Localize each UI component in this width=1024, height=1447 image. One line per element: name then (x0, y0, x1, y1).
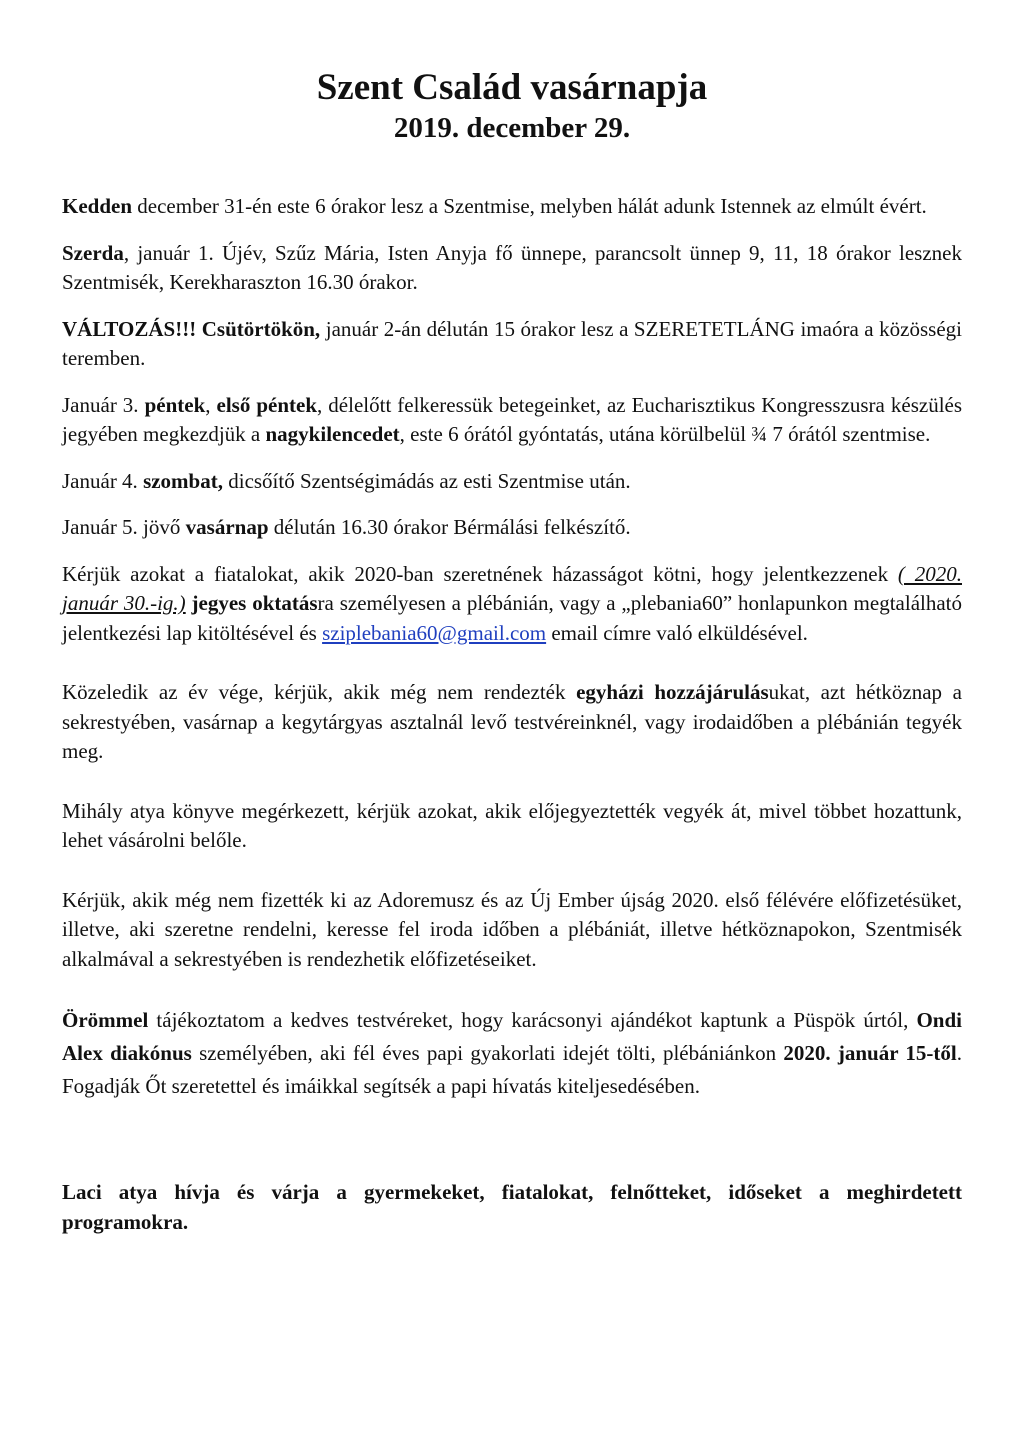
body-text: tájékoztatom a kedves testvéreket, hogy karácsonyi ajándékot kaptunk a Püspök úrtól, (148, 1008, 917, 1032)
body-text: Közeledik az év vége, kérjük, akik még nem rendezték (62, 680, 577, 704)
email-link[interactable]: sziplebania60@gmail.com (322, 620, 547, 645)
bold-text: vasárnap (185, 515, 269, 539)
bold-text: Ondi Alex diakónus (62, 1008, 962, 1065)
body-text: január 2-án délután 15 órakor lesz a SZERETETLÁNG imaóra a közösségi teremben. (62, 316, 962, 370)
bold-text: Szerda (62, 240, 124, 265)
body-text: . Fogadják Őt szeretettel és imáikkal segítsék a papi hívatás kiteljesedésében. (62, 1041, 962, 1098)
body-text: ra személyesen a plébánián, vagy a „plebania60” honlapunkon megtalálható jelentkezési lap kitöltésével és (62, 591, 963, 645)
body-text: Január 4. (62, 468, 144, 493)
paragraph-deacon-announcement (62, 1004, 962, 1103)
body-text: Január 3. (62, 392, 145, 417)
paragraph-saturday (62, 467, 962, 497)
paragraph-marriage-prep (62, 560, 962, 649)
bold-text: Kedden (62, 194, 133, 218)
bold-text: első péntek (216, 392, 318, 417)
bold-text: nagykilencedet (265, 422, 400, 446)
bold-text: Örömmel (62, 1008, 149, 1032)
body-text: Kérjük azokat a fiatalokat, akik 2020-ban szeretnének házasságot kötni, hogy jelentkezzenek (62, 561, 898, 586)
body-text: december 31-én este 6 órakor lesz a Szentmise, melyben hálát adunk Istennek az elmúlt évért. (132, 194, 927, 218)
bold-text: jegyes oktatás (191, 591, 318, 615)
body-text: Mihály atya könyve megérkezett, kérjük azokat, akik előjegyeztették vegyék át, mivel többet hozattunk, lehet vásárolni belőle. (62, 798, 962, 852)
paragraph-book-arrived (62, 797, 962, 856)
body-text: ukat, azt hétköznap a sekrestyében, vasárnap a kegytárgyas asztalnál levő testvéreinknél, vagy irodaidőben a plébánián tegyék meg. (62, 680, 962, 763)
bold-text: Laci atya hívja és várja a gyermekeket, fiatalokat, felnőtteket, időseket a meghirdetett programokra. (62, 1180, 962, 1234)
paragraph-first-friday (62, 391, 962, 450)
body-text: , (205, 392, 217, 417)
document-title: Szent Család vasárnapja (316, 67, 708, 108)
bold-text: péntek (144, 392, 206, 417)
bold-text: szombat, (143, 468, 223, 493)
bold-text: 2020. január 15-től (783, 1041, 957, 1065)
bold-text: VÁLTOZÁS!!! Csütörtökön, (62, 316, 321, 341)
deadline-text: ( 2020. január 30.-ig.) (62, 561, 962, 615)
body-text: Kérjük, akik még nem fizették ki az Adoremusz és az Új Ember újság 2020. első félévére előfizetésüket, illetve, aki szeretne rendelni, keresse fel iroda időben a plébániát, illetve hétköznapokon, Szentmisék alkalmával a sekrestyében is rendezhetik előfizetéseiket. (62, 887, 962, 971)
body-text: délután 16.30 órakor Bérmálási felkészítő. (268, 515, 631, 539)
paragraph-church-contribution (62, 678, 962, 767)
paragraph-new-year (62, 239, 962, 298)
paragraph-sunday (62, 513, 962, 543)
document-date: 2019. december 29. (393, 112, 631, 144)
paragraph-closing-invitation (62, 1178, 962, 1237)
body-text: , délelőtt felkeressük betegeinket, az Eucharisztikus Kongresszusra készülés jegyében megkezdjük a (62, 392, 963, 446)
body-text: személyében, aki fél éves papi gyakorlati idejét tölti, plébániánkon (191, 1041, 784, 1065)
paragraph-subscription (62, 886, 962, 975)
body-text: Január 5. jövő (62, 515, 186, 539)
body-text: , január 1. Újév, Szűz Mária, Isten Anyja fő ünnepe, parancsolt ünnep 9, 11, 18 órakor lesznek Szentmisék, Kerekharaszton 16.30 órakor. (62, 240, 962, 294)
body-text: email címre való elküldésével. (546, 620, 808, 645)
paragraph-change-notice (62, 315, 962, 374)
bold-text: egyházi hozzájárulás (576, 680, 769, 704)
paragraph-tuesday-mass (62, 192, 962, 222)
body-text: , este 6 órától gyóntatás, utána körülbelül ¾ 7 órától szentmise. (399, 422, 931, 446)
body-text: dicsőítő Szentségimádás az esti Szentmise után. (222, 468, 631, 493)
